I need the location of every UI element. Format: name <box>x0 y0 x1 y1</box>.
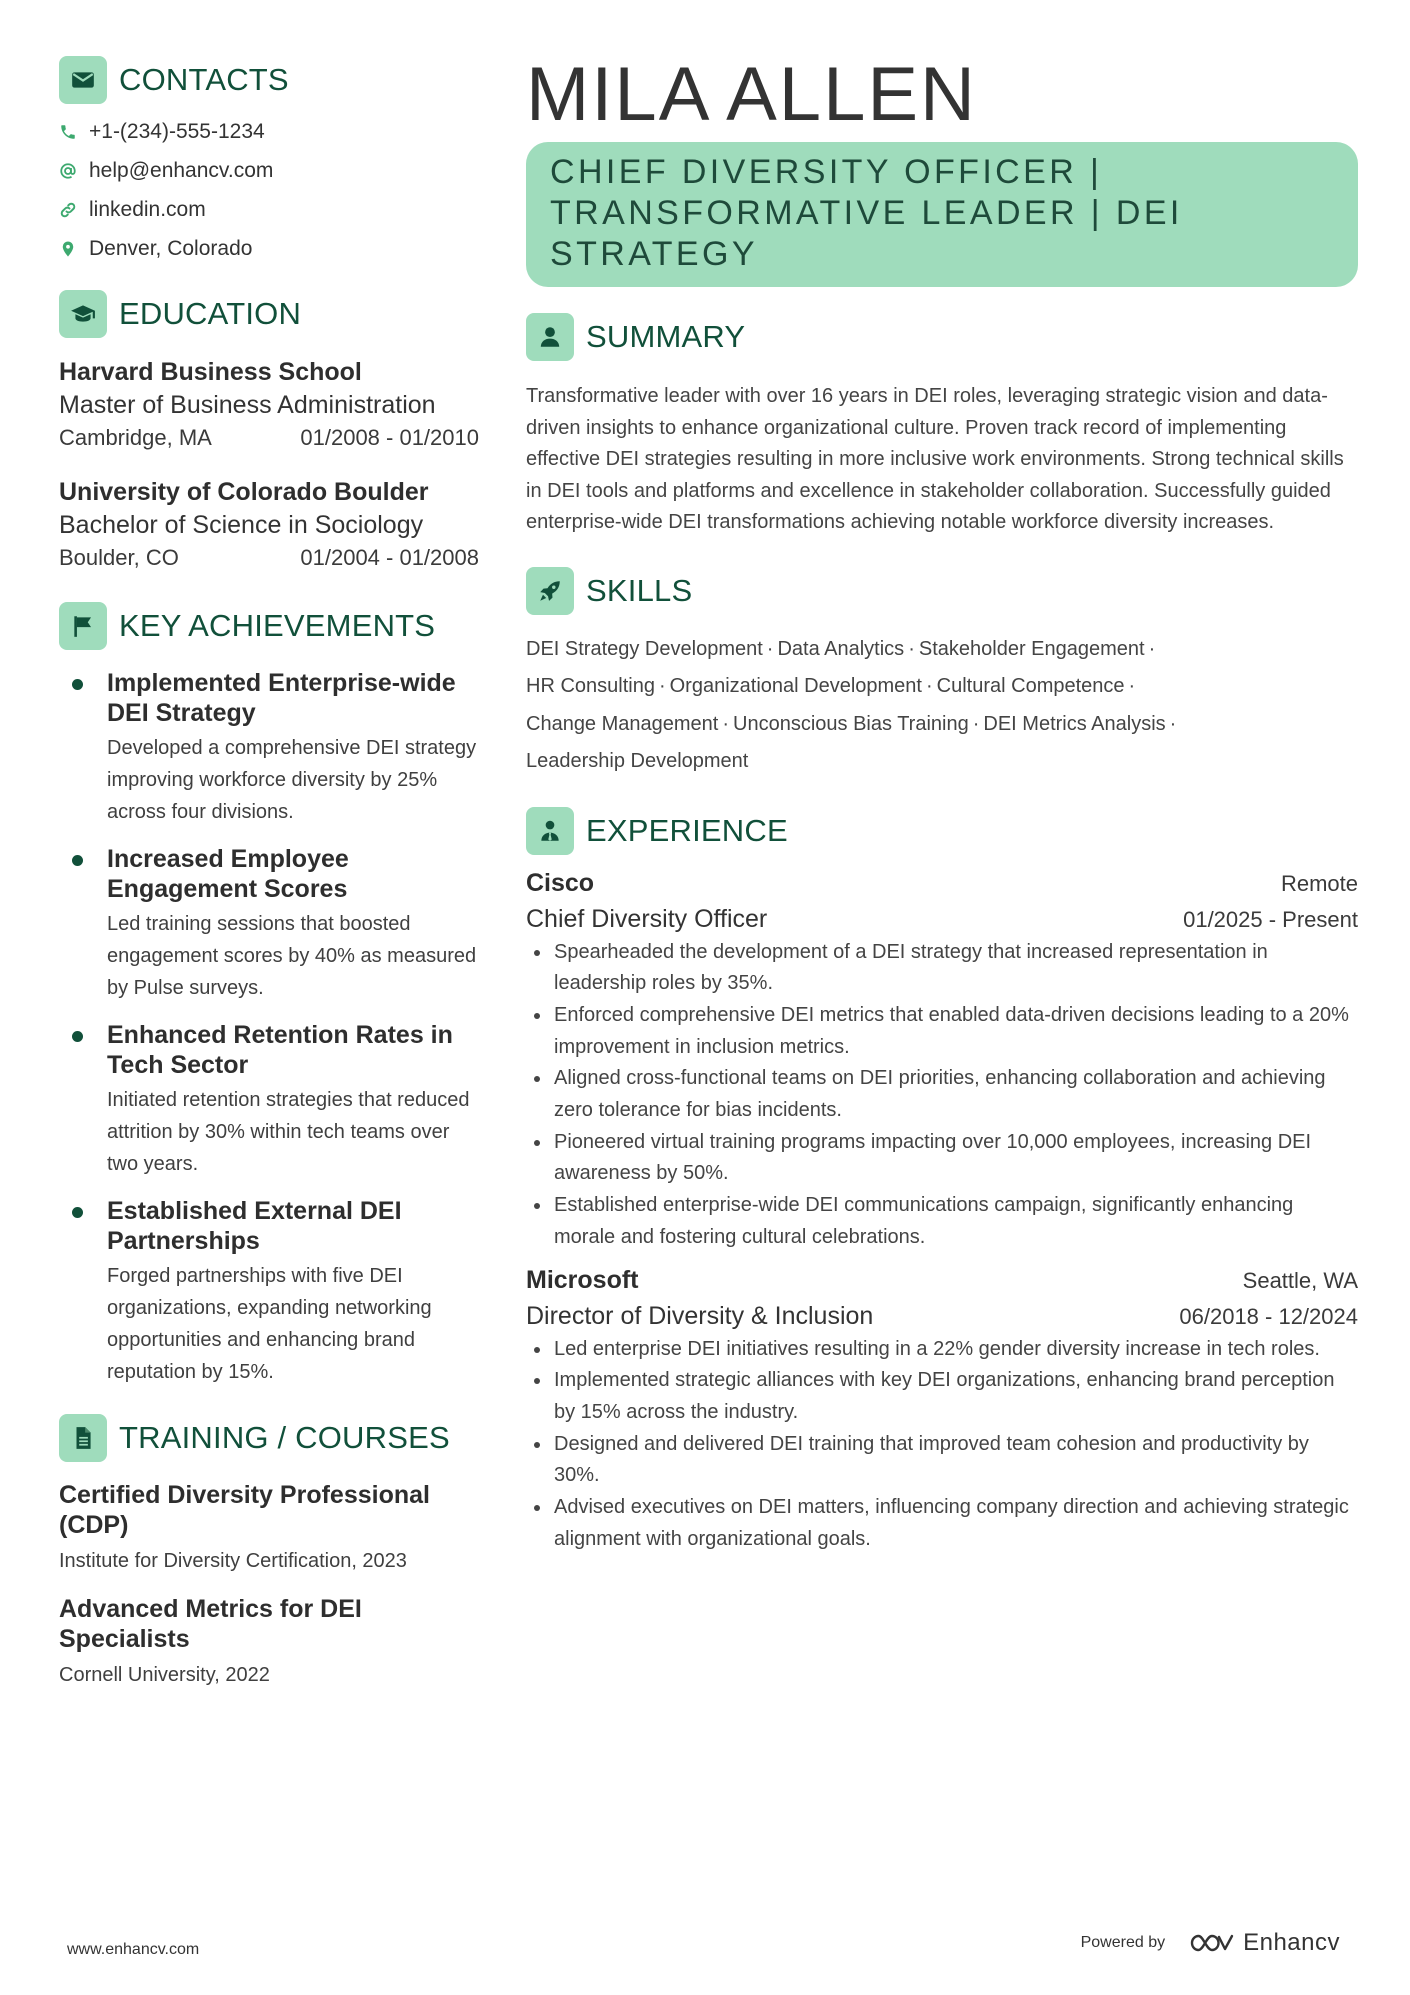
skills-list <box>526 631 1358 781</box>
achievement-item <box>59 668 479 828</box>
bullet-dot <box>72 1207 83 1218</box>
job-entry <box>526 865 1358 1254</box>
achievement-item <box>59 1020 479 1180</box>
course-item <box>59 1594 479 1690</box>
achievement-desc: Forged partnerships with five DEI organizations, expanding networking opportunities and enhancing brand reputation by 15%. <box>107 1265 432 1383</box>
skill-separator: · <box>908 637 915 660</box>
skill-item: DEI Strategy Development <box>526 637 763 660</box>
skill-item: HR Consulting <box>526 675 655 697</box>
training-header <box>59 1414 479 1462</box>
job-row-company <box>526 1262 1358 1298</box>
skill-separator: · <box>1128 675 1136 697</box>
job-location: Remote <box>1280 870 1358 896</box>
job-bullet: Spearheaded the development of a DEI strategy that increased representation in leadership roles by 35%. <box>526 937 1358 1000</box>
skill-item: Leadership Development <box>526 750 749 772</box>
achievement-desc: Initiated retention strategies that reduced attrition by 30% within tech teams over two years. <box>107 1089 470 1175</box>
job-dates: 06/2018 - 12/2024 <box>1179 1303 1358 1329</box>
bullet-dot <box>72 855 83 866</box>
achievement-title: Enhanced Retention Rates in Tech Sector <box>107 1021 453 1079</box>
skills-section <box>526 567 1358 781</box>
skill-separator: · <box>926 675 933 697</box>
skill-separator: · <box>1169 712 1177 735</box>
skills-title: SKILLS <box>586 572 693 608</box>
skill-separator: · <box>722 712 730 735</box>
left-column <box>59 56 479 1708</box>
skill-item: DEI Metrics Analysis <box>983 712 1166 735</box>
education-header <box>59 290 479 338</box>
contact-email-text: help@enhancv.com <box>89 158 274 182</box>
education-school: Harvard Business School <box>59 358 362 386</box>
course-title: Certified Diversity Professional (CDP) <box>59 1481 430 1539</box>
bullet-dot <box>72 679 83 690</box>
contacts-section <box>59 56 479 260</box>
footer-website[interactable]: www.enhancv.com <box>67 1941 200 1958</box>
training-section <box>59 1414 479 1690</box>
headline-box: CHIEF DIVERSITY OFFICER | TRANSFORMATIVE LEADER | DEI STRATEGY <box>526 142 1358 287</box>
skill-item: Unconscious Bias Training <box>733 712 969 735</box>
achievement-desc: Developed a comprehensive DEI strategy improving workforce diversity by 25% across four divisions. <box>107 737 477 823</box>
job-row-role <box>526 901 1358 937</box>
education-dates: 01/2008 - 01/2010 <box>300 425 479 450</box>
education-meta <box>59 542 479 574</box>
contact-linkedin-text: linkedin.com <box>89 197 206 221</box>
briefcase-person-icon <box>526 807 574 855</box>
achievement-desc: Led training sessions that boosted engagement scores by 40% as measured by Pulse surveys. <box>107 913 477 999</box>
summary-title: SUMMARY <box>586 319 746 354</box>
contact-phone-text: +1-(234)-555-1234 <box>89 119 265 143</box>
skill-item: Cultural Competence <box>936 675 1125 697</box>
flag-icon <box>59 602 107 650</box>
footer-branding <box>1081 1929 1340 1957</box>
achievement-item <box>59 844 479 1004</box>
contact-location-text: Denver, Colorado <box>89 236 253 260</box>
summary-section <box>526 313 1358 539</box>
powered-by-label: Powered by <box>1080 1934 1166 1951</box>
achievements-title: KEY ACHIEVEMENTS <box>119 608 436 643</box>
education-item <box>59 356 479 454</box>
education-title: EDUCATION <box>119 296 302 331</box>
education-item <box>59 476 479 574</box>
job-entry <box>526 1262 1358 1556</box>
enhancv-logo[interactable] <box>1189 1929 1340 1957</box>
skill-item: Change Management <box>526 712 719 735</box>
job-company: Microsoft <box>526 1265 639 1294</box>
achievement-title: Implemented Enterprise-wide DEI Strategy <box>107 669 456 727</box>
job-bullets <box>526 1334 1358 1556</box>
job-bullet: Established enterprise-wide DEI communications campaign, significantly enhancing morale and fostering cultural celebrations. <box>526 1190 1358 1253</box>
job-bullets <box>526 937 1358 1254</box>
education-location: Boulder, CO <box>59 545 179 570</box>
enhancv-logo-icon <box>1189 1931 1235 1955</box>
course-sub: Cornell University, 2022 <box>59 1664 270 1686</box>
summary-header <box>526 313 1358 361</box>
job-bullet: Pioneered virtual training programs impacting over 10,000 employees, increasing DEI awareness by 50%. <box>526 1127 1358 1190</box>
education-degree: Bachelor of Science in Sociology <box>59 511 424 539</box>
skills-header <box>526 567 1358 615</box>
job-bullet: Aligned cross-functional teams on DEI priorities, enhancing collaboration and achieving zero tolerance for bias incidents. <box>526 1063 1358 1126</box>
achievement-title: Increased Employee Engagement Scores <box>107 845 349 903</box>
candidate-name: MILA ALLEN <box>526 52 977 137</box>
skill-separator: · <box>766 637 774 660</box>
job-dates: 01/2025 - Present <box>1183 906 1358 932</box>
achievement-title: Established External DEI Partnerships <box>107 1197 402 1255</box>
envelope-icon <box>59 56 107 104</box>
experience-header <box>526 807 1358 855</box>
job-bullet: Implemented strategic alliances with key DEI organizations, enhancing brand perception by 15% across the industry. <box>526 1365 1358 1428</box>
achievements-header <box>59 602 479 650</box>
education-school: University of Colorado Boulder <box>59 478 429 506</box>
experience-title: EXPERIENCE <box>586 812 788 848</box>
course-title: Advanced Metrics for DEI Specialists <box>59 1595 362 1653</box>
location-icon <box>59 240 77 258</box>
contact-email[interactable] <box>59 159 479 182</box>
enhancv-brand-text: Enhancv <box>1243 1929 1340 1956</box>
graduation-cap-icon <box>59 290 107 338</box>
training-title: TRAINING / COURSES <box>119 1420 450 1455</box>
job-row-company <box>526 865 1358 901</box>
job-bullet: Led enterprise DEI initiatives resulting in a 22% gender diversity increase in tech roles. <box>526 1334 1358 1366</box>
person-icon <box>526 313 574 361</box>
education-section <box>59 290 479 574</box>
achievement-item <box>59 1196 479 1388</box>
at-icon <box>59 162 77 180</box>
contact-linkedin[interactable] <box>59 198 479 221</box>
skill-separator: · <box>1148 637 1156 660</box>
job-company: Cisco <box>526 868 595 897</box>
rocket-icon <box>526 567 574 615</box>
job-location: Seattle, WA <box>1242 1267 1358 1293</box>
achievements-section <box>59 602 479 1388</box>
job-row-role <box>526 1298 1358 1334</box>
contact-location <box>59 237 479 260</box>
education-location: Cambridge, MA <box>59 425 212 450</box>
skill-separator: · <box>972 712 980 735</box>
education-degree: Master of Business Administration <box>59 391 436 419</box>
skill-item: Organizational Development <box>669 675 922 697</box>
phone-icon <box>59 123 77 141</box>
education-meta <box>59 422 479 454</box>
job-bullet: Enforced comprehensive DEI metrics that enabled data-driven decisions leading to a 20% improvement in inclusion metrics. <box>526 1000 1358 1063</box>
skill-item: Data Analytics <box>777 637 905 660</box>
job-bullet: Advised executives on DEI matters, influencing company direction and achieving strategic alignment with organizational goals. <box>526 1492 1358 1555</box>
job-bullet: Designed and delivered DEI training that improved team cohesion and productivity by 30%. <box>526 1429 1358 1492</box>
document-icon <box>59 1414 107 1462</box>
summary-text: Transformative leader with over 16 years in DEI roles, leveraging strategic vision and data-driven insights to enhance organizational culture. Proven track record of implementing effective DEI strategies resulting in more inclusive work environments. Strong technical skills in DEI tools and platforms and excellence in stakeholder collaboration. Successfully guided enterprise-wide DEI transformations achieving notable workforce diversity increases. <box>526 385 1344 533</box>
right-column <box>526 50 1358 1563</box>
contacts-title: CONTACTS <box>119 62 289 97</box>
skill-separator: · <box>658 675 666 697</box>
link-icon <box>59 201 77 219</box>
bullet-dot <box>72 1031 83 1042</box>
contacts-header <box>59 56 479 104</box>
course-sub: Institute for Diversity Certification, 2023 <box>59 1550 407 1572</box>
job-role: Director of Diversity & Inclusion <box>526 1301 874 1330</box>
education-dates: 01/2004 - 01/2008 <box>300 545 479 570</box>
job-role: Chief Diversity Officer <box>526 904 768 933</box>
contact-phone[interactable] <box>59 120 479 143</box>
experience-section <box>526 807 1358 1556</box>
skill-item: Stakeholder Engagement <box>918 637 1145 660</box>
course-item <box>59 1480 479 1576</box>
